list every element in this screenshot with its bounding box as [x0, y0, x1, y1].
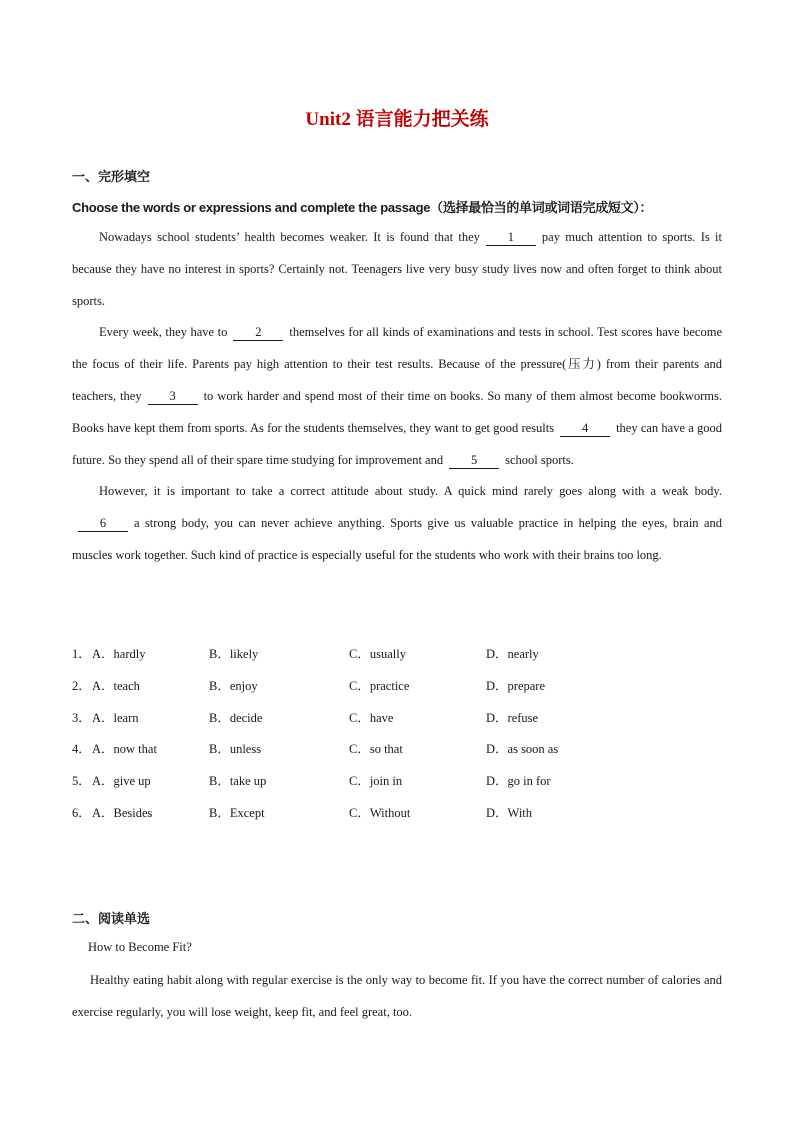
option-d[interactable]: D．prepare	[486, 678, 545, 693]
question-row	[72, 735, 722, 767]
question-number: 2．	[72, 678, 91, 693]
option-c[interactable]: C．Without	[349, 805, 411, 820]
question-row	[72, 704, 722, 736]
option-a[interactable]: A．hardly	[92, 647, 146, 661]
question-number: 1．	[72, 647, 91, 661]
option-b[interactable]: B．likely	[209, 647, 259, 661]
passage-paragraph-3	[72, 476, 722, 571]
passage-text: pay much attention to sports. Is it because they have no interest in sports? Certainly not. Teenagers live very busy study lives now and often forget to think about sports.	[72, 230, 722, 308]
reading-paragraph-1: Healthy eating habit along with regular exercise is the only way to become fit. If you have the correct number of calories and exercise regularly, you will lose weight, keep fit, and feel great, too.	[72, 973, 722, 1019]
passage-text: Nowadays school students’ health becomes weaker. It is found that they	[99, 230, 480, 244]
option-d[interactable]: D．With	[486, 805, 533, 820]
blank-4[interactable]: 4	[560, 421, 610, 437]
option-b[interactable]: B．decide	[209, 710, 263, 725]
blank-2[interactable]: 2	[233, 325, 283, 341]
blank-1[interactable]: 1	[486, 230, 536, 246]
option-b[interactable]: B．Except	[209, 805, 265, 820]
question-number: 6．	[72, 805, 91, 820]
cloze-instruction: Choose the words or expressions and complete the passage（选择最恰当的单词或词语完成短文）：	[72, 200, 653, 215]
option-b[interactable]: B．take up	[209, 774, 267, 789]
reading-passage	[72, 965, 722, 1028]
passage-paragraph-1	[72, 222, 722, 317]
blank-6[interactable]: 6	[78, 516, 128, 532]
option-d[interactable]: D．refuse	[486, 710, 539, 725]
option-c[interactable]: C．join in	[349, 774, 403, 789]
cloze-passage	[72, 222, 722, 572]
passage-text: However, it is important to take a correct attitude about study. A quick mind rarely goes along with a weak body.	[99, 484, 722, 499]
passage-text: themselves for all kinds of examinations and tests in school. Test scores have become the focus of their life. Parents pay high attention to their test results. Because of the pressure(压力) from their parents and teachers, they	[72, 325, 722, 403]
page-title: Unit2 语言能力把关练	[305, 109, 489, 130]
answer-options	[72, 640, 722, 831]
option-a[interactable]: A．now that	[92, 742, 157, 757]
question-row	[72, 767, 722, 799]
question-number: 3．	[72, 710, 91, 725]
question-row	[72, 799, 722, 831]
option-d[interactable]: D．go in for	[486, 774, 551, 789]
option-a[interactable]: A．Besides	[92, 805, 153, 820]
option-a[interactable]: A．teach	[92, 678, 140, 693]
option-c[interactable]: C．usually	[349, 647, 406, 661]
passage-text: school sports.	[505, 452, 574, 467]
option-a[interactable]: A．give up	[92, 774, 151, 789]
option-d[interactable]: D．as soon as	[486, 742, 559, 757]
passage-text: to work harder and spend most of their time on books. So many of them almost become bookworms. Books have kept them from sports. As for the students themselves, they want to get good results	[72, 388, 722, 435]
option-d[interactable]: D．nearly	[486, 647, 539, 661]
question-number: 4．	[72, 742, 91, 757]
option-b[interactable]: B．unless	[209, 742, 262, 757]
option-a[interactable]: A．learn	[92, 710, 139, 725]
passage-text: a strong body, you can never achieve anything. Sports give us valuable practice in helping the eyes, brain and muscles work together. Such kind of practice is especially useful for the students who work with their brains too long.	[72, 516, 722, 562]
question-row	[72, 672, 722, 704]
option-b[interactable]: B．enjoy	[209, 678, 258, 693]
question-row	[72, 640, 722, 672]
passage-text: they can have a good future. So they spend all of their spare time studying for improvement and	[72, 420, 722, 467]
section-heading-cloze: 一、完形填空	[72, 170, 151, 185]
section-heading-reading: 二、阅读单选	[72, 912, 151, 927]
question-number: 5．	[72, 774, 91, 789]
reading-title: How to Become Fit?	[88, 940, 192, 954]
blank-3[interactable]: 3	[148, 389, 198, 405]
passage-paragraph-2	[72, 317, 722, 476]
blank-5[interactable]: 5	[449, 453, 499, 469]
option-c[interactable]: C．practice	[349, 678, 410, 693]
passage-text: Every week, they have to	[99, 325, 228, 340]
option-c[interactable]: C．have	[349, 710, 394, 725]
option-c[interactable]: C．so that	[349, 742, 403, 757]
